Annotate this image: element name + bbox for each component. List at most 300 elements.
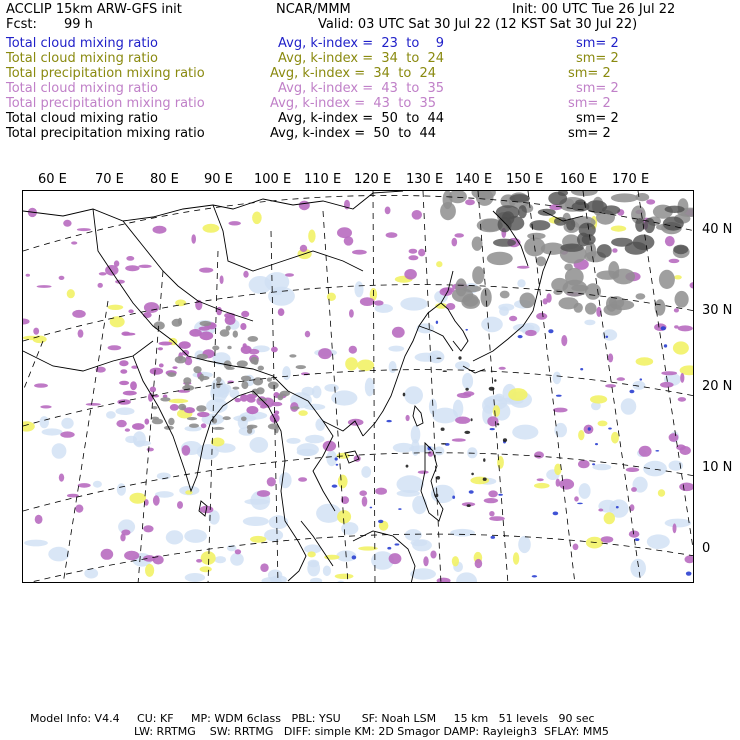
cloud-patch: [361, 466, 371, 478]
cloud-patch: [63, 220, 71, 227]
cloud-patch: [561, 335, 567, 346]
cloud-patch: [252, 212, 262, 225]
cloud-patch: [271, 347, 278, 353]
cloud-patch: [467, 504, 471, 507]
cloud-patch: [527, 233, 545, 240]
cloud-patch: [227, 346, 231, 350]
cloud-patch: [588, 427, 591, 430]
cloud-patch: [508, 388, 527, 401]
cloud-patch: [286, 438, 300, 444]
cloud-patch: [559, 297, 579, 309]
cloud-patch: [635, 538, 640, 541]
cloud-patch: [40, 405, 51, 408]
cloud-patch: [525, 330, 537, 336]
cloud-patch: [365, 378, 375, 397]
cloud-patch: [503, 438, 507, 442]
cloud-patch: [647, 534, 670, 549]
cloud-patch: [247, 397, 256, 403]
cloud-patch: [690, 282, 695, 288]
cloud-patch: [285, 273, 294, 276]
forecast-hours: 99 h: [64, 17, 93, 32]
cloud-patch: [197, 412, 210, 417]
cloud-patch: [243, 343, 247, 348]
cloud-patch: [497, 423, 499, 425]
cloud-patch: [489, 516, 505, 521]
cloud-patch: [134, 441, 151, 447]
cloud-patch: [512, 425, 538, 440]
cloud-patch: [660, 382, 674, 388]
cloud-patch: [252, 389, 260, 396]
cloud-patch: [462, 373, 473, 389]
cloud-patch: [481, 317, 503, 333]
cloud-patch: [201, 551, 216, 565]
cloud-patch: [114, 260, 119, 266]
cloud-patch: [75, 505, 83, 513]
cloud-patch: [203, 224, 220, 233]
cloud-patch: [481, 288, 492, 307]
cloud-patch: [101, 549, 114, 560]
cloud-patch: [108, 305, 124, 310]
cloud-patch: [400, 297, 427, 310]
cloud-patch: [434, 446, 444, 455]
cloud-patch: [633, 235, 655, 251]
cloud-patch: [674, 308, 679, 312]
cloud-patch: [441, 428, 445, 431]
cloud-patch: [26, 274, 30, 277]
cloud-patch: [34, 383, 48, 387]
cloud-patch: [241, 417, 247, 422]
cloud-patch: [354, 281, 363, 297]
cloud-patch: [178, 318, 182, 325]
cloud-patch: [411, 539, 428, 546]
cloud-patch: [408, 255, 418, 260]
cloud-patch: [23, 336, 39, 340]
cloud-patch: [611, 432, 619, 444]
cloud-patch: [398, 508, 401, 510]
cloud-patch: [61, 418, 73, 429]
cloud-patch: [631, 487, 637, 492]
model-info-line2: LW: RRTMG SW: RRTMG DIFF: simple KM: 2D Smagor DAMP: Rayleigh3 SFLAY: MM5: [134, 725, 609, 738]
cloud-patch: [685, 556, 695, 564]
cloud-patch: [489, 511, 494, 516]
cloud-patch: [553, 512, 559, 516]
cloud-patch: [191, 234, 196, 243]
cloud-patch: [243, 271, 248, 278]
cloud-patch: [604, 512, 615, 524]
cloud-patch: [629, 531, 640, 538]
longitude-label: 170 E: [612, 172, 650, 187]
cloud-patch: [412, 210, 422, 220]
cloud-patch: [233, 331, 238, 338]
cloud-patch: [297, 443, 319, 456]
cloud-patch: [235, 549, 241, 554]
cloud-patch: [518, 205, 527, 218]
cloud-patch: [488, 490, 498, 497]
field-sm: sm= 2: [576, 111, 619, 126]
cloud-patch: [48, 547, 69, 562]
cloud-patch: [611, 238, 633, 247]
cloud-patch: [143, 312, 152, 318]
cloud-patch: [151, 417, 159, 420]
cloud-patch: [443, 370, 447, 372]
cloud-patch: [60, 431, 74, 437]
cloud-patch: [663, 217, 684, 231]
cloud-patch: [116, 420, 126, 427]
cloud-patch: [305, 435, 324, 444]
cloud-patch: [441, 443, 446, 445]
cloud-patch: [332, 485, 338, 488]
cloud-patch: [150, 368, 163, 375]
cloud-patch: [595, 443, 598, 445]
field-sm: sm= 2: [576, 51, 619, 66]
cloud-patch: [465, 329, 468, 331]
cloud-patch: [520, 293, 536, 309]
field-sm: sm= 2: [568, 126, 611, 141]
cloud-patch: [201, 423, 207, 428]
cloud-patch: [200, 374, 205, 382]
cloud-patch: [437, 578, 451, 583]
cloud-patch: [430, 551, 436, 559]
cloud-patch: [349, 309, 354, 317]
field-row: Total precipitation mixing ratio: [6, 126, 205, 141]
cloud-patch: [123, 391, 137, 396]
cloud-patch: [110, 316, 125, 327]
cloud-patch: [606, 336, 609, 338]
cloud-patch: [185, 384, 190, 390]
cloud-patch: [452, 496, 455, 499]
longitude-label: 150 E: [506, 172, 544, 187]
cloud-patch: [362, 496, 368, 506]
cloud-patch: [621, 398, 637, 415]
cloud-patch: [117, 483, 126, 495]
cloud-patch: [182, 445, 191, 456]
cloud-patch: [72, 310, 86, 318]
cloud-patch: [406, 465, 409, 468]
cloud-patch: [35, 515, 43, 524]
cloud-patch: [52, 443, 67, 459]
cloud-patch: [212, 346, 219, 351]
cloud-patch: [233, 387, 240, 390]
cloud-patch: [145, 564, 154, 577]
cloud-patch: [686, 572, 692, 576]
cloud-patch: [464, 431, 470, 434]
field-row: Total precipitation mixing ratio: [6, 66, 205, 81]
cloud-patch: [227, 545, 237, 552]
cloud-patch: [159, 342, 173, 346]
cloud-patch: [630, 559, 646, 578]
cloud-patch: [199, 331, 213, 340]
cloud-patch: [166, 530, 183, 544]
longitude-label: 160 E: [560, 172, 598, 187]
cloud-patch: [296, 365, 306, 369]
cloud-patch: [592, 463, 595, 465]
cloud-patch: [636, 357, 654, 365]
cloud-patch: [168, 418, 174, 426]
cloud-patch: [456, 572, 477, 583]
cloud-patch: [440, 202, 456, 220]
cloud-patch: [432, 408, 458, 424]
field-avg: Avg, k-index = 43 to 35: [270, 96, 437, 111]
cloud-patch: [279, 472, 292, 488]
cloud-patch: [611, 193, 638, 202]
cloud-patch: [489, 387, 495, 391]
cloud-patch: [119, 381, 129, 385]
cloud-patch: [585, 303, 597, 315]
cloud-patch: [465, 199, 475, 205]
cloud-patch: [559, 479, 574, 490]
cloud-patch: [378, 520, 383, 523]
field-row: Total precipitation mixing ratio: [6, 96, 205, 111]
cloud-patch: [145, 419, 150, 425]
cloud-patch: [267, 477, 276, 486]
cloud-patch: [491, 536, 496, 539]
cloud-patch: [150, 387, 156, 393]
cloud-patch: [249, 276, 272, 294]
cloud-patch: [120, 534, 125, 542]
cloud-patch: [143, 525, 153, 532]
cloud-patch: [458, 356, 461, 359]
cloud-patch: [454, 233, 464, 237]
longitude-label: 90 E: [204, 172, 233, 187]
cloud-patch: [310, 578, 322, 583]
cloud-patch: [590, 395, 607, 403]
cloud-patch: [240, 323, 246, 330]
cloud-patch: [673, 341, 689, 354]
cloud-patch: [493, 239, 516, 247]
map-canvas: [23, 191, 694, 583]
cloud-patch: [260, 563, 268, 572]
field-row: Total cloud mixing ratio: [6, 111, 159, 126]
cloud-patch: [571, 191, 598, 196]
cloud-patch: [248, 336, 259, 342]
model-info-line1: Model Info: V4.4 CU: KF MP: WDM 6class PBL: YSU SF: Noah LSM 15 km 51 levels 90 sec: [30, 712, 595, 725]
longitude-label: 70 E: [95, 172, 124, 187]
cloud-patch: [125, 428, 130, 431]
cloud-patch: [352, 555, 357, 559]
cloud-patch: [463, 391, 474, 396]
cloud-patch: [428, 451, 433, 457]
cloud-patch: [596, 271, 619, 280]
cloud-patch: [119, 360, 128, 366]
cloud-patch: [518, 536, 531, 553]
cloud-patch: [268, 570, 282, 581]
cloud-patch: [213, 427, 225, 430]
cloud-patch: [534, 483, 550, 489]
cloud-patch: [241, 311, 249, 318]
cloud-patch: [77, 228, 91, 231]
cloud-patch: [121, 332, 130, 336]
cloud-patch: [59, 474, 64, 482]
cloud-patch: [608, 353, 613, 362]
cloud-patch: [578, 430, 584, 440]
cloud-patch: [229, 221, 241, 225]
cloud-patch: [388, 346, 404, 352]
map-title: ACCLIP 15km ARW-GFS init: [6, 2, 182, 17]
cloud-patch: [153, 226, 167, 234]
cloud-patch: [646, 199, 655, 204]
cloud-patch: [674, 275, 682, 279]
cloud-patch: [120, 369, 127, 374]
cloud-patch: [199, 268, 213, 273]
cloud-patch: [640, 378, 643, 380]
cloud-patch: [331, 390, 357, 405]
cloud-patch: [193, 366, 201, 373]
cloud-patch: [345, 357, 358, 370]
cloud-patch: [152, 406, 158, 409]
cloud-patch: [39, 416, 49, 428]
cloud-patch: [673, 523, 677, 533]
cloud-patch: [172, 366, 177, 369]
cloud-patch: [160, 397, 170, 401]
cloud-patch: [494, 379, 496, 382]
cloud-patch: [178, 404, 186, 410]
cloud-patch: [406, 415, 410, 421]
cloud-patch: [253, 360, 258, 365]
cloud-patch: [324, 555, 339, 560]
cloud-patch: [665, 236, 675, 246]
cloud-patch: [167, 372, 176, 377]
cloud-patch: [37, 285, 52, 288]
cloud-patch: [536, 256, 546, 266]
cloud-patch: [269, 515, 288, 529]
cloud-patch: [556, 479, 560, 487]
cloud-patch: [577, 233, 590, 247]
cloud-patch: [336, 464, 339, 466]
map-panel: [22, 190, 694, 583]
cloud-patch: [617, 377, 625, 381]
latitude-label: 10 N: [702, 460, 733, 475]
cloud-patch: [673, 245, 688, 255]
cloud-patch: [99, 272, 107, 275]
cloud-patch: [475, 559, 483, 568]
cloud-patch: [412, 496, 427, 515]
cloud-patch: [537, 478, 544, 481]
cloud-patch: [636, 293, 646, 299]
cloud-patch: [324, 384, 338, 392]
cloud-patch: [230, 553, 244, 566]
cloud-patch: [499, 306, 509, 316]
cloud-patch: [98, 283, 103, 288]
cloud-patch: [196, 559, 202, 563]
cloud-patch: [352, 250, 367, 255]
longitude-label: 80 E: [150, 172, 179, 187]
longitude-label: 130 E: [406, 172, 444, 187]
forecast-label: Fcst:: [6, 17, 37, 32]
cloud-patch: [177, 501, 183, 509]
cloud-patch: [78, 329, 84, 337]
cloud-patch: [170, 404, 179, 411]
cloud-patch: [465, 388, 468, 391]
cloud-patch: [385, 207, 391, 215]
cloud-patch: [247, 425, 258, 429]
cloud-patch: [130, 381, 137, 390]
cloud-patch: [532, 575, 537, 577]
cloud-patch: [405, 529, 422, 541]
cloud-patch: [179, 341, 191, 349]
init-time: Init: 00 UTC Tue 26 Jul 22: [512, 2, 676, 17]
cloud-patch: [669, 259, 680, 263]
cloud-patch: [158, 347, 163, 350]
cloud-patch: [335, 574, 354, 579]
cloud-patch: [147, 448, 154, 452]
cloud-patch: [138, 265, 151, 268]
cloud-patch: [183, 377, 191, 384]
cloud-patch: [291, 406, 300, 409]
cloud-patch: [116, 407, 135, 415]
cloud-patch: [548, 329, 553, 333]
field-avg: Avg, k-index = 23 to 9: [278, 36, 445, 51]
cloud-patch: [577, 503, 583, 505]
cloud-patch: [175, 356, 187, 363]
cloud-patch: [487, 416, 498, 426]
cloud-patch: [471, 473, 474, 476]
cloud-patch: [664, 344, 667, 347]
cloud-patch: [386, 420, 391, 422]
cloud-patch: [86, 403, 101, 406]
cloud-patch: [397, 490, 420, 497]
cloud-patch: [665, 519, 692, 528]
cloud-patch: [452, 238, 458, 247]
latitude-label: 40 N: [702, 222, 733, 237]
cloud-patch: [574, 496, 579, 501]
cloud-patch: [471, 418, 473, 421]
cloud-patch: [678, 397, 686, 402]
cloud-patch: [338, 475, 348, 489]
cloud-patch: [436, 321, 438, 324]
field-row: Total cloud mixing ratio: [6, 36, 159, 51]
cloud-patch: [226, 367, 235, 370]
cloud-patch: [655, 450, 659, 452]
cloud-patch: [395, 543, 400, 545]
cloud-patch: [59, 276, 65, 280]
cloud-patch: [490, 428, 495, 430]
cloud-patch: [278, 308, 285, 316]
cloud-patch: [665, 206, 685, 213]
longitude-label: 60 E: [38, 172, 67, 187]
cloud-patch: [626, 467, 639, 472]
cloud-patch: [509, 316, 517, 321]
cloud-patch: [300, 245, 307, 252]
cloud-patch: [215, 556, 226, 563]
cloud-patch: [387, 547, 391, 550]
longitude-label: 140 E: [455, 172, 493, 187]
cloud-patch: [200, 566, 212, 572]
cloud-patch: [250, 437, 269, 453]
field-sm: sm= 2: [576, 81, 619, 96]
cloud-patch: [644, 218, 655, 233]
cloud-patch: [299, 201, 310, 211]
cloud-patch: [655, 299, 666, 315]
cloud-patch: [220, 275, 224, 284]
field-sm: sm= 2: [568, 66, 611, 81]
cloud-patch: [115, 280, 125, 284]
field-avg: Avg, k-index = 43 to 35: [278, 81, 445, 96]
cloud-patch: [187, 417, 197, 420]
cloud-patch: [132, 423, 145, 430]
cloud-patch: [307, 551, 315, 557]
cloud-patch: [308, 230, 315, 243]
cloud-patch: [605, 384, 616, 388]
cloud-patch: [374, 300, 384, 305]
cloud-patch: [450, 529, 475, 537]
cloud-patch: [78, 483, 91, 488]
cloud-patch: [318, 348, 332, 359]
cloud-patch: [643, 461, 667, 477]
cloud-patch: [554, 217, 567, 226]
cloud-patch: [470, 477, 489, 485]
cloud-patch: [315, 418, 325, 431]
cloud-patch: [498, 494, 503, 496]
